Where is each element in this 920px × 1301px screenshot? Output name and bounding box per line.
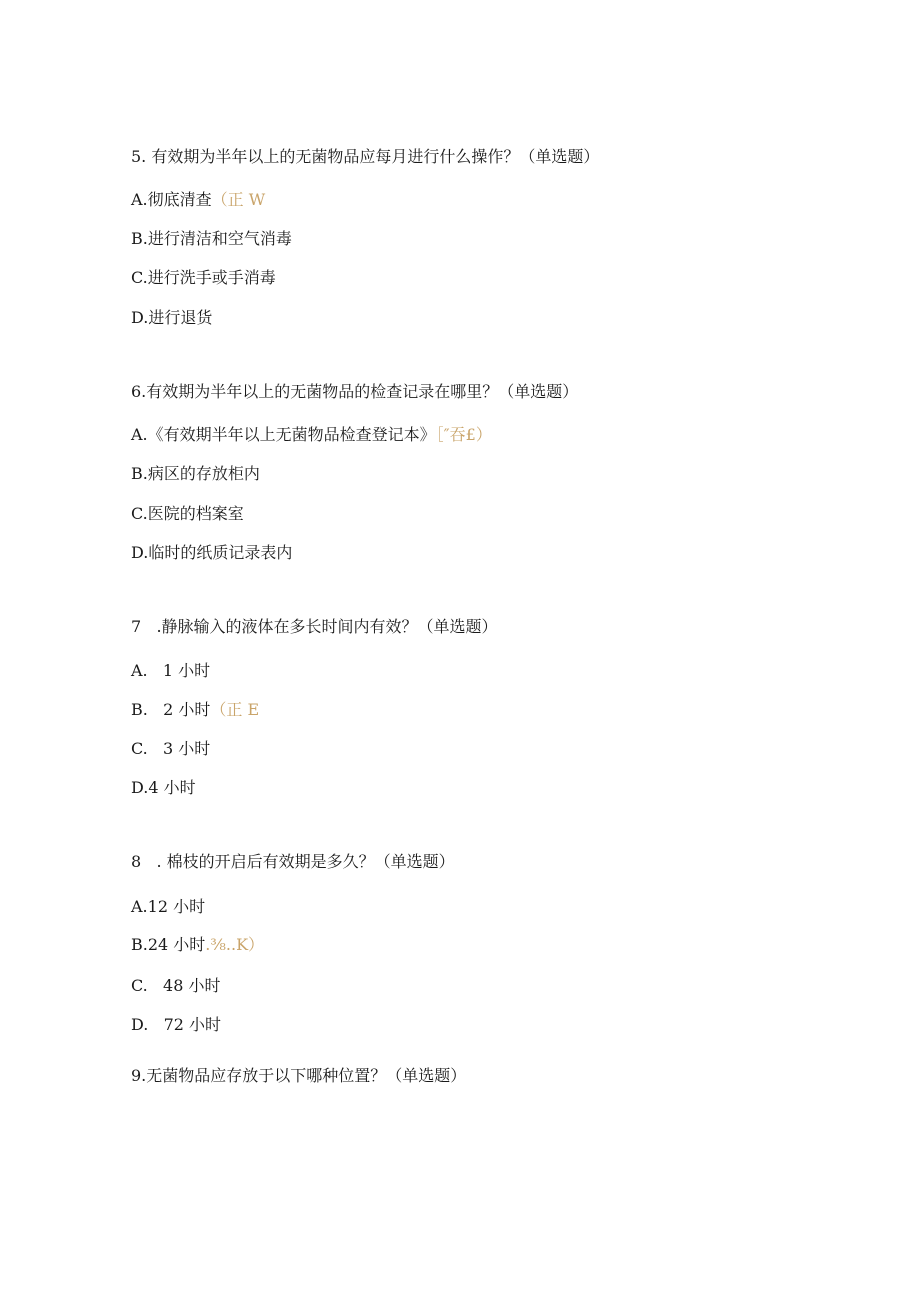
question-5-option-b [131, 229, 292, 249]
question-7-stem: 7 .静脉输入的液体在多长时间内有效？（单选题） [131, 617, 498, 636]
answer-mark: ［″吞£） [435, 425, 492, 444]
option-text: B.24 小时 [131, 935, 206, 954]
option-text: A.12 小时 [131, 897, 206, 916]
option-text: B.病区的存放柜内 [131, 464, 260, 483]
option-text: C.进行洗手或手消毒 [131, 268, 276, 287]
answer-mark: .⅜..K） [205, 935, 265, 954]
question-7-option-c [131, 739, 210, 759]
option-text: D. 72 小时 [131, 1015, 222, 1034]
question-6-stem: 6.有效期为半年以上的无菌物品的检查记录在哪里？（单选题） [131, 382, 579, 401]
option-text: A. 1 小时 [131, 661, 211, 680]
question-8-option-c [131, 976, 220, 996]
question-7-option-d [131, 778, 196, 798]
question-8-option-b [131, 935, 264, 955]
option-text: B. 2 小时 [131, 700, 211, 719]
option-text: C.医院的档案室 [131, 504, 244, 523]
question-6-option-b [131, 464, 260, 484]
question-9-stem: 9.无菌物品应存放于以下哪种位置？（单选题） [131, 1066, 467, 1085]
option-text: A.彻底清查 [131, 190, 212, 209]
question-5-option-a [131, 190, 265, 210]
question-8-option-d [131, 1015, 221, 1035]
option-text: C. 48 小时 [131, 976, 221, 995]
question-6-option-c [131, 504, 244, 524]
option-text: D.临时的纸质记录表内 [131, 543, 293, 562]
answer-mark: （正 W [211, 190, 266, 209]
option-text: D.进行退货 [131, 308, 213, 327]
option-text: A.《有效期半年以上无菌物品检查登记本》 [131, 425, 436, 444]
question-5-option-c [131, 268, 276, 288]
question-6-option-a [131, 425, 492, 445]
question-7-option-a [131, 661, 210, 681]
option-text: B.进行清洁和空气消毒 [131, 229, 292, 248]
question-8-stem: 8 . 棉枝的开启后有效期是多久？（单选题） [131, 852, 455, 871]
question-8-option-a [131, 897, 205, 917]
answer-mark: （正 E [210, 700, 260, 719]
question-5-stem: 5. 有效期为半年以上的无菌物品应每月进行什么操作？（单选题） [131, 147, 600, 166]
option-text: C. 3 小时 [131, 739, 211, 758]
option-text: D.4 小时 [131, 778, 196, 797]
question-6-option-d [131, 543, 292, 563]
question-7-option-b [131, 700, 259, 720]
question-5-option-d [131, 308, 212, 328]
